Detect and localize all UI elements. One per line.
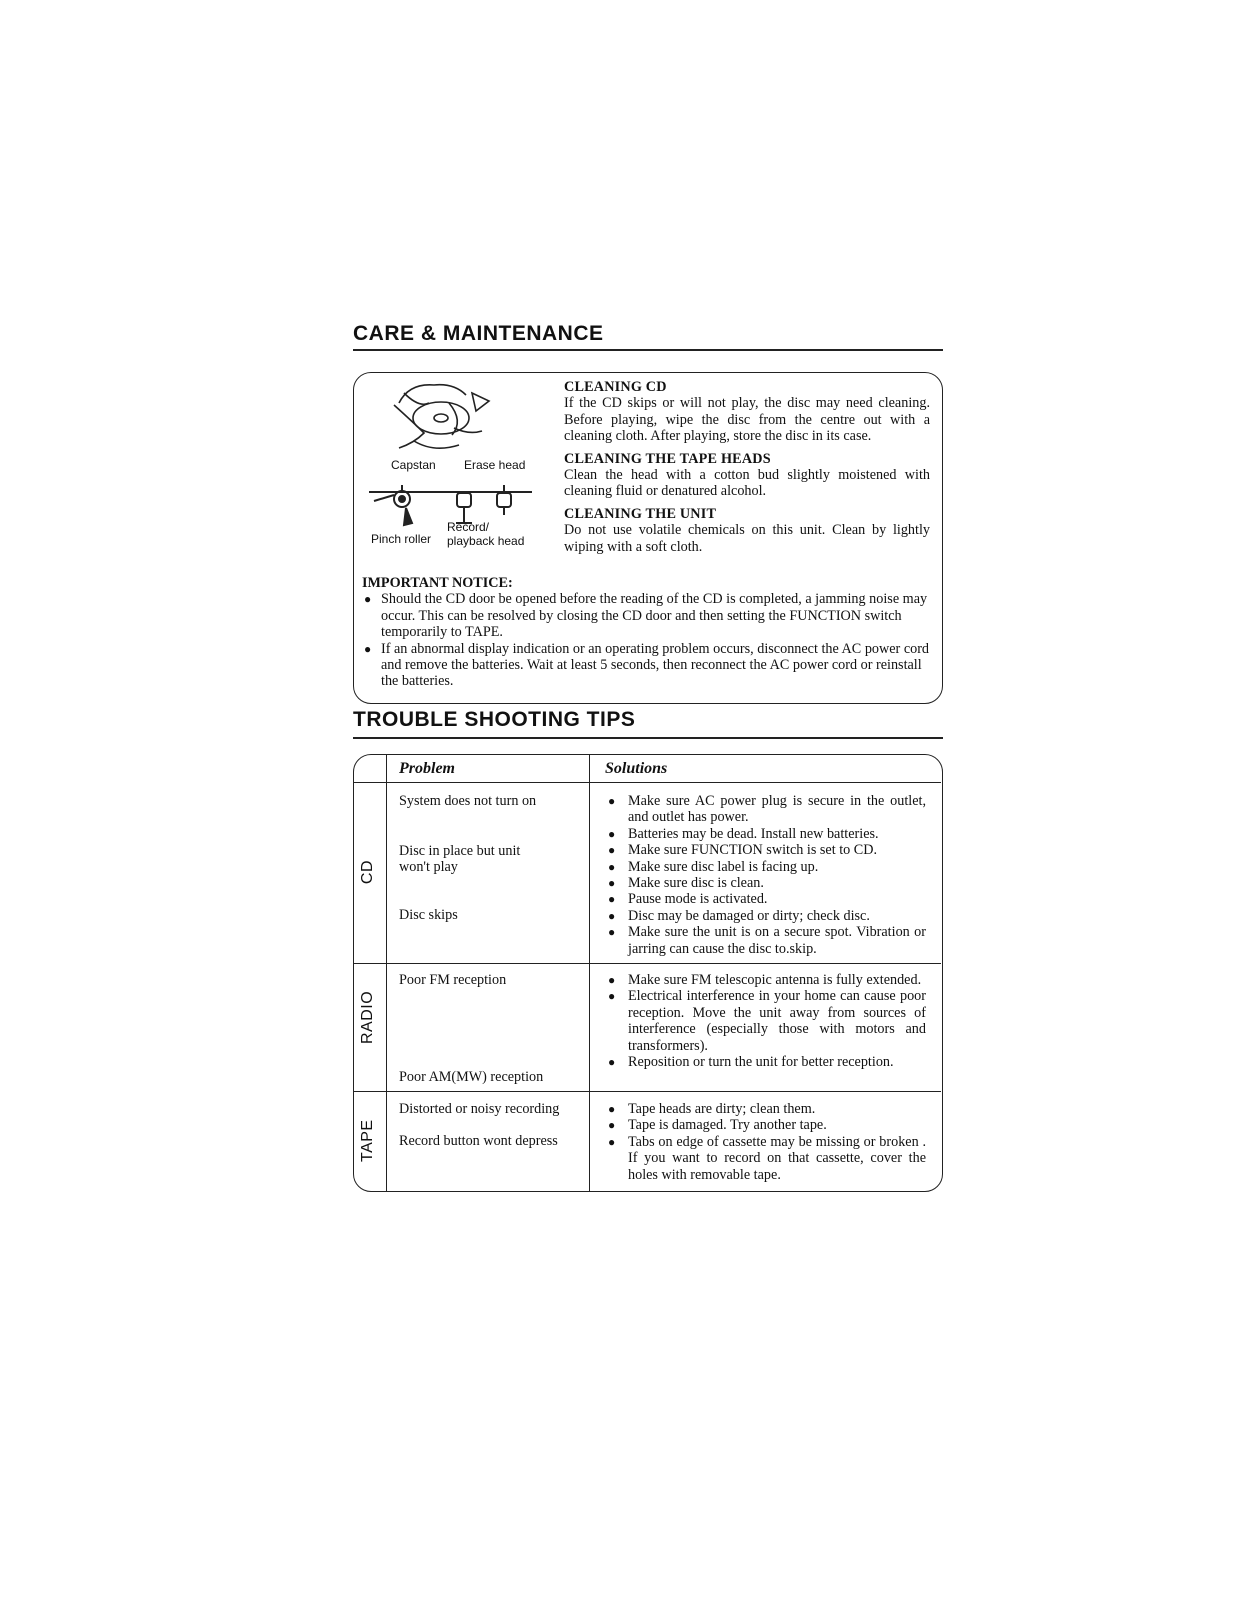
solution-text: Batteries may be dead. Install new batteries. <box>628 825 879 842</box>
row-divider <box>354 1091 941 1092</box>
trouble-heading-rule <box>353 737 943 739</box>
solution-text: Tabs on edge of cassette may be missing or broken . If you want to record on that cassette, cover the holes with removable tape. <box>628 1133 926 1183</box>
section-title: CLEANING THE TAPE HEADS <box>564 450 771 467</box>
erase-head-label: Erase head <box>464 458 526 472</box>
bullet-icon: ● <box>364 641 372 656</box>
notice-text: Should the CD door be opened before the reading of the CD is completed, a jamming noise may occur. This can be resolved by closing the CD door and then setting the FUNCTION switch temporarily to TAPE. <box>381 591 928 641</box>
bullet-icon: ● <box>608 794 616 808</box>
row-divider <box>354 963 941 964</box>
solution-item <box>598 1134 926 1183</box>
section-body: Clean the head with a cotton bud slightly moistened with cleaning fluid or denatured alcohol. <box>564 467 930 500</box>
care-box <box>353 372 943 704</box>
solution-item <box>598 891 926 907</box>
category-tape: TAPE <box>359 1119 376 1162</box>
bullet-icon: ● <box>608 973 616 987</box>
bullet-icon: ● <box>608 1055 616 1070</box>
trouble-table <box>353 754 943 1192</box>
solution-text: Make sure the unit is on a secure spot. Vibration or jarring can cause the disc to.skip. <box>628 924 926 957</box>
playback-head-label: playback head <box>447 534 525 548</box>
solution-item <box>598 1117 926 1133</box>
solution-text: Tape heads are dirty; clean them. <box>628 1101 816 1117</box>
important-notice <box>362 575 936 690</box>
tape-head-diagram-icon <box>369 485 532 525</box>
problem-item: Poor AM(MW) reception <box>399 1069 544 1085</box>
solution-text: Make sure disc is clean. <box>628 875 764 892</box>
bullet-icon: ● <box>608 989 616 1004</box>
cleaning-instructions <box>564 379 930 561</box>
solution-item <box>598 859 926 875</box>
notice-item <box>362 591 936 640</box>
disc-cleaning-icon <box>394 385 489 448</box>
category-cd: CD <box>359 859 376 885</box>
problem-item: Poor FM reception <box>399 972 507 988</box>
section-body: If the CD skips or will not play, the disc may need cleaning. Before playing, wipe the disc from the centre out with a cleaning cloth. After playing, store the disc in its case. <box>564 395 930 445</box>
notice-item <box>362 641 936 690</box>
solution-text: Make sure disc label is facing up. <box>628 858 819 875</box>
bullet-icon: ● <box>608 1118 616 1133</box>
solutions-column-header: Solutions <box>605 760 668 777</box>
solution-item <box>598 972 926 988</box>
solution-item <box>598 1054 926 1070</box>
section-title: CLEANING THE UNIT <box>564 505 717 522</box>
bullet-icon: ● <box>608 859 616 874</box>
care-heading-rule <box>353 349 943 351</box>
solution-text: Make sure FM telescopic antenna is fully extended. <box>628 972 922 988</box>
bullet-icon: ● <box>608 925 616 940</box>
solution-text: Make sure FUNCTION switch is set to CD. <box>628 842 878 859</box>
problem-item: Disc in place but unit won't play <box>399 843 521 876</box>
solutions-radio <box>598 972 926 1070</box>
solution-item <box>598 875 926 891</box>
header-divider <box>354 782 941 783</box>
solution-item <box>598 1101 926 1117</box>
care-heading: CARE & MAINTENANCE <box>353 322 604 345</box>
solution-text: Tape is damaged. Try another tape. <box>628 1117 827 1134</box>
pinch-roller-label: Pinch roller <box>371 532 432 546</box>
solution-text: Electrical interference in your home can cause poor reception. Move the unit away from sources of interference (especially those with motors and transformers). <box>628 988 926 1054</box>
problem-item: System does not turn on <box>399 793 537 809</box>
problem-item: Distorted or noisy recording <box>399 1101 560 1117</box>
bullet-icon: ● <box>608 843 616 858</box>
solution-item <box>598 988 926 1054</box>
notice-title: IMPORTANT NOTICE: <box>362 575 513 591</box>
bullet-icon: ● <box>608 892 616 907</box>
bullet-icon: ● <box>608 908 616 923</box>
section-body: Do not use volatile chemicals on this unit. Clean by lightly wiping with a soft cloth. <box>564 522 930 555</box>
section-title: CLEANING CD <box>564 379 667 395</box>
solution-item <box>598 826 926 842</box>
solution-item <box>598 793 926 826</box>
solution-text: Disc may be damaged or dirty; check disc. <box>628 907 870 924</box>
bullet-icon: ● <box>364 592 372 607</box>
solution-text: Pause mode is activated. <box>628 891 768 908</box>
problem-column-header: Problem <box>399 760 455 777</box>
solution-text: Make sure AC power plug is secure in the outlet, and outlet has power. <box>628 793 926 826</box>
category-radio: RADIO <box>359 990 376 1044</box>
solution-text: Reposition or turn the unit for better reception. <box>628 1054 894 1071</box>
capstan-label: Capstan <box>391 458 436 472</box>
bullet-icon: ● <box>608 826 616 841</box>
category-divider <box>386 755 387 1191</box>
solution-item <box>598 842 926 858</box>
solutions-tape <box>598 1101 926 1183</box>
solution-item <box>598 924 926 957</box>
solutions-cd <box>598 793 926 957</box>
problem-item: Disc skips <box>399 907 458 923</box>
bullet-icon: ● <box>608 1102 616 1116</box>
bullet-icon: ● <box>608 1134 616 1149</box>
solution-item <box>598 908 926 924</box>
problem-item: Record button wont depress <box>399 1133 558 1149</box>
notice-text: If an abnormal display indication or an operating problem occurs, disconnect the AC power cord and remove the batteries. Wait at least 5 seconds, then reconnect the AC power cord or reinstall the batteries. <box>381 640 930 690</box>
record-label: Record/ <box>447 520 490 534</box>
trouble-heading: TROUBLE SHOOTING TIPS <box>353 708 636 731</box>
bullet-icon: ● <box>608 876 616 891</box>
